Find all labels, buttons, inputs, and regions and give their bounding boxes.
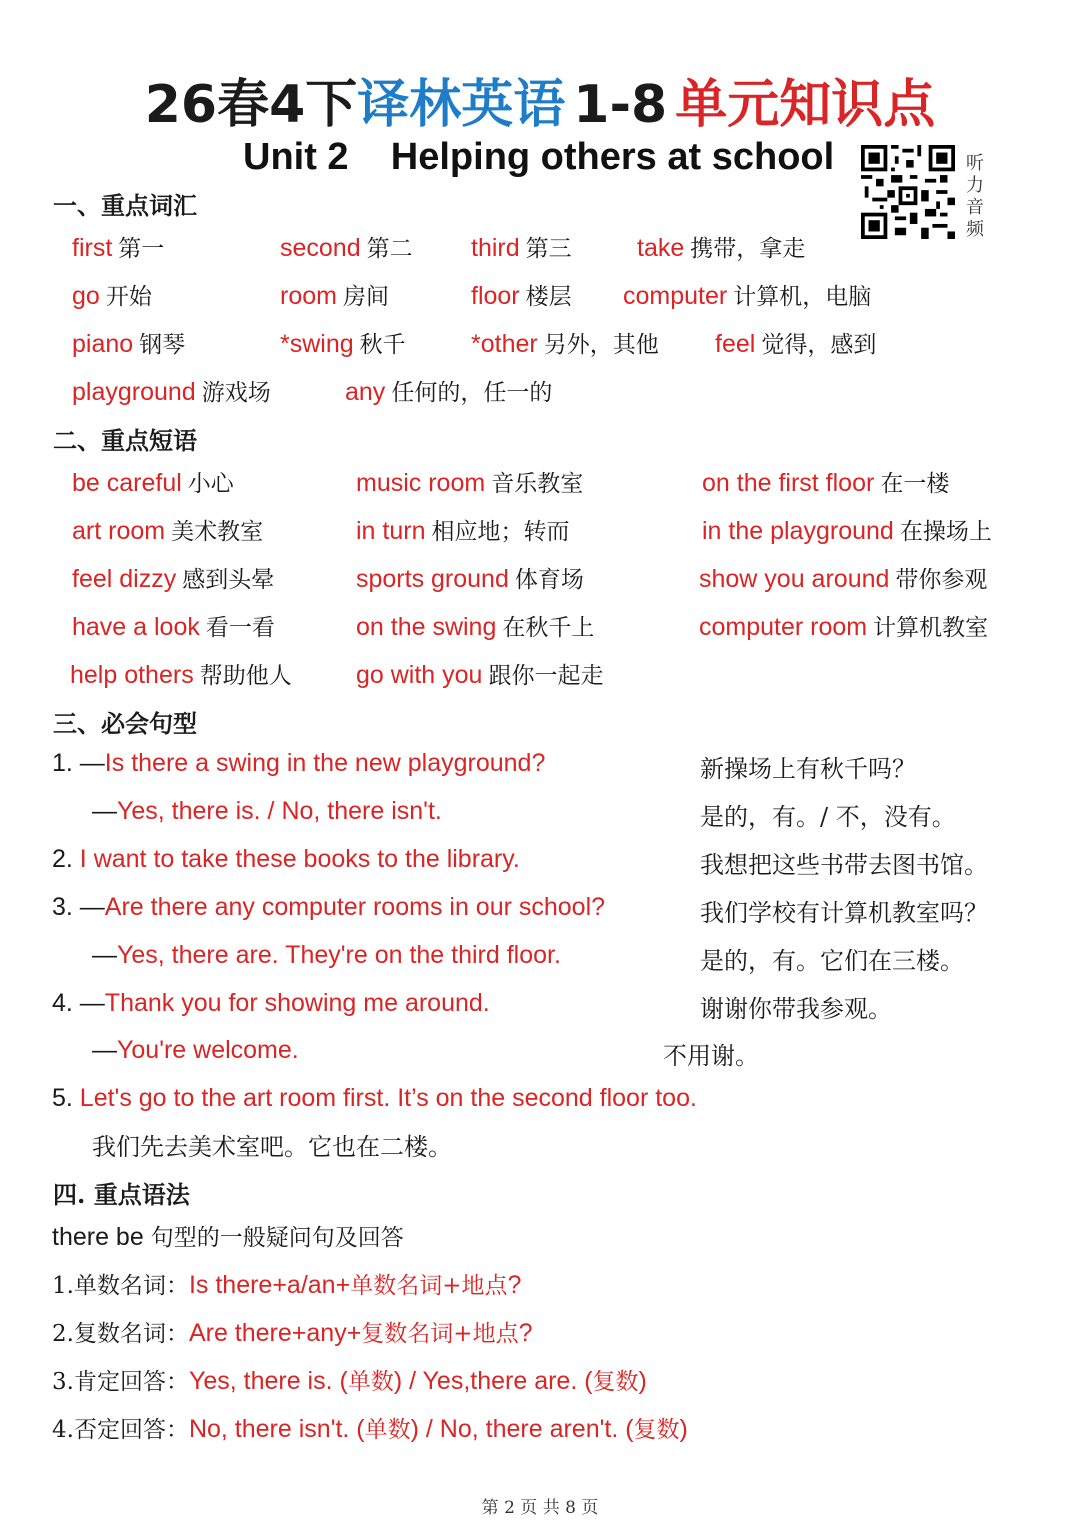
- vocab-item: any 任何的，任一的: [345, 378, 553, 406]
- sentence-line: 1. —Is there a swing in the new playground?: [52, 749, 546, 777]
- section-grammar-heading: 四. 重点语法: [53, 1180, 190, 1209]
- vocab-item: piano 钢琴: [72, 330, 186, 358]
- vocab-item: second 第二: [280, 234, 413, 262]
- phrase-item: art room 美术教室: [72, 517, 264, 545]
- vocab-item: first 第一: [72, 234, 165, 262]
- qr-code-icon[interactable]: [861, 145, 955, 239]
- page-title: [0, 62, 1080, 137]
- sentence-translation: 谢谢你带我参观。: [700, 995, 892, 1023]
- unit-subtitle: Unit 2 Helping others at school: [243, 136, 835, 178]
- sentence-line: —You're welcome.: [92, 1036, 299, 1064]
- phrase-item: show you around 带你参观: [699, 565, 988, 593]
- sentence-line: 5. Let's go to the art room first. It’s on the second floor too.: [52, 1084, 697, 1112]
- vocab-item: third 第三: [471, 234, 572, 262]
- sentence-line: 2. I want to take these books to the library.: [52, 845, 520, 873]
- vocab-item: *swing 秋千: [280, 330, 406, 358]
- sentence-translation: 我们学校有计算机教室吗？: [700, 899, 988, 927]
- audio-qr-label: 听力音频: [966, 153, 984, 240]
- section-phrases-heading: 二、重点短语: [53, 426, 197, 455]
- vocab-item: playground 游戏场: [72, 378, 271, 406]
- title-range: 1-8: [573, 75, 668, 135]
- title-textbook: 译林英语: [357, 75, 566, 135]
- sentence-translation: 新操场上有秋千吗？: [700, 755, 916, 783]
- title-grade: 26春4下: [144, 75, 358, 135]
- phrase-item: have a look 看一看: [72, 613, 275, 641]
- sentence-translation: 是的，有。/ 不，没有。: [700, 803, 956, 831]
- vocab-item: go 开始: [72, 282, 152, 310]
- grammar-rule: 4.否定回答：No, there isn't. (单数) / No, there aren't. (复数): [52, 1415, 688, 1443]
- section-vocabulary-heading: 一、重点词汇: [53, 191, 197, 220]
- sentence-translation: 不用谢。: [663, 1042, 759, 1070]
- vocab-item: feel 觉得，感到: [715, 330, 877, 358]
- sentence-translation: 我们先去美术室吧。它也在二楼。: [92, 1133, 452, 1161]
- vocab-item: computer 计算机，电脑: [623, 282, 872, 310]
- grammar-rule: 3.肯定回答：Yes, there is. (单数) / Yes,there are. (复数): [52, 1367, 647, 1395]
- title-topic: 单元知识点: [675, 75, 936, 135]
- vocab-item: room 房间: [280, 282, 389, 310]
- sentence-line: —Yes, there is. / No, there isn't.: [92, 797, 442, 825]
- grammar-rule: 1.单数名词：Is there+a/an+单数名词+地点?: [52, 1271, 522, 1299]
- sentence-line: 3. —Are there any computer rooms in our school?: [52, 893, 606, 921]
- phrase-item: go with you 跟你一起走: [356, 661, 604, 689]
- vocab-item: take 携带，拿走: [637, 234, 806, 262]
- section-sentences-heading: 三、必会句型: [53, 709, 197, 738]
- vocab-item: floor 楼层: [471, 282, 572, 310]
- grammar-intro: there be 句型的一般疑问句及回答: [52, 1223, 404, 1251]
- sentence-translation: 我想把这些书带去图书馆。: [700, 851, 988, 879]
- phrase-item: on the first floor 在一楼: [702, 469, 950, 497]
- sentence-line: 4. —Thank you for showing me around.: [52, 989, 490, 1017]
- phrase-item: help others 帮助他人: [70, 661, 292, 689]
- phrase-item: in the playground 在操场上: [702, 517, 992, 545]
- phrase-item: music room 音乐教室: [356, 469, 584, 497]
- phrase-item: on the swing 在秋千上: [356, 613, 595, 641]
- sentence-line: —Yes, there are. They're on the third floor.: [92, 941, 561, 969]
- page-number: 第 2 页 共 8 页: [481, 1498, 599, 1518]
- phrase-item: sports ground 体育场: [356, 565, 584, 593]
- phrase-item: computer room 计算机教室: [699, 613, 989, 641]
- vocab-item: *other 另外，其他: [471, 330, 659, 358]
- grammar-rule: 2.复数名词：Are there+any+复数名词+地点?: [52, 1319, 533, 1347]
- phrase-item: be careful 小心: [72, 469, 234, 497]
- phrase-item: feel dizzy 感到头晕: [72, 565, 275, 593]
- phrase-item: in turn 相应地；转而: [356, 517, 570, 545]
- sentence-translation: 是的，有。它们在三楼。: [700, 947, 964, 975]
